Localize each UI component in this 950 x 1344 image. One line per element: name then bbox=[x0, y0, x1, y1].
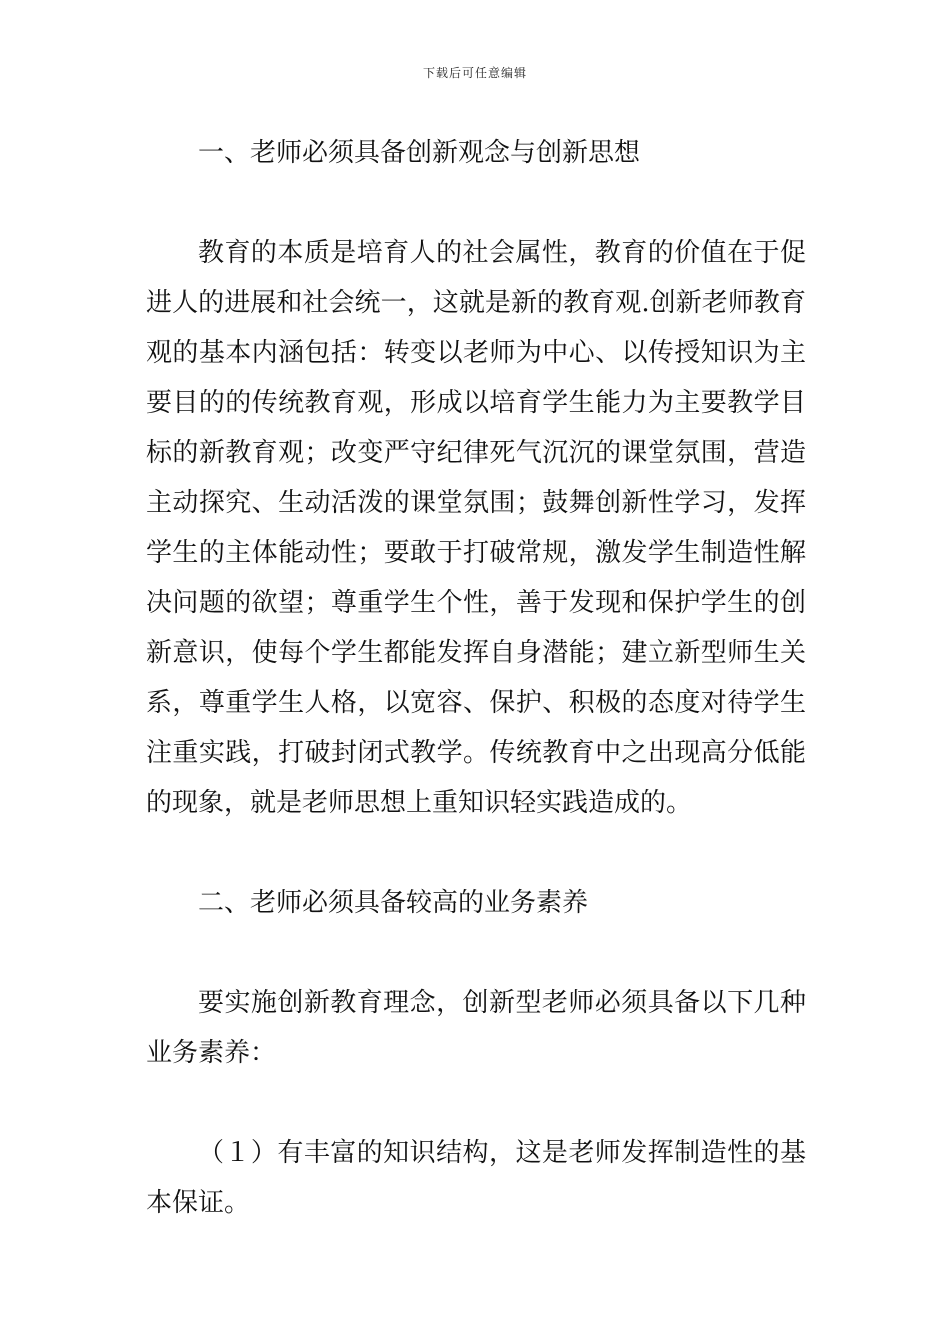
section-2-intro: 要实施创新教育理念，创新型老师必须具备以下几种业务素养： bbox=[146, 988, 806, 1068]
section-2-heading: 二、老师必须具备较高的业务素养 bbox=[198, 888, 589, 918]
section-1-heading: 一、老师必须具备创新观念与创新思想 bbox=[198, 138, 641, 168]
section-1-body: 教育的本质是培育人的社会属性，教育的价值在于促进人的进展和社会统一，这就是新的教育观.创新老师教育观的基本内涵包括：转变以老师为中心、以传授知识为主要目的的传统教育观，形成以培育学生能力为主要教学目标的新教育观；改变严守纪律死气沉沉的课堂氛围，营造主动探究、生动活泼的课堂氛围；鼓舞创新性学习，发挥学生的主体能动性；要敢于打破常规，激发学生制造性解决问题的欲望；尊重学生个性，善于发现和保护学生的创新意识，使每个学生都能发挥自身潜能；建立新型师生关系，尊重学生人格，以宽容、保护、积极的态度对待学生注重实践，打破封闭式教学。传统教育中之出现高分低能的现象，就是老师思想上重知识轻实践造成的。 bbox=[146, 238, 806, 818]
spacer bbox=[146, 928, 806, 978]
header-note: 下载后可任意编辑 bbox=[422, 66, 527, 80]
spacer bbox=[146, 1078, 806, 1128]
spacer bbox=[146, 828, 806, 878]
document-content bbox=[146, 128, 806, 1228]
section-2-item-1: （１）有丰富的知识结构，这是老师发挥制造性的基本保证。 bbox=[146, 1138, 806, 1218]
spacer bbox=[146, 178, 806, 228]
